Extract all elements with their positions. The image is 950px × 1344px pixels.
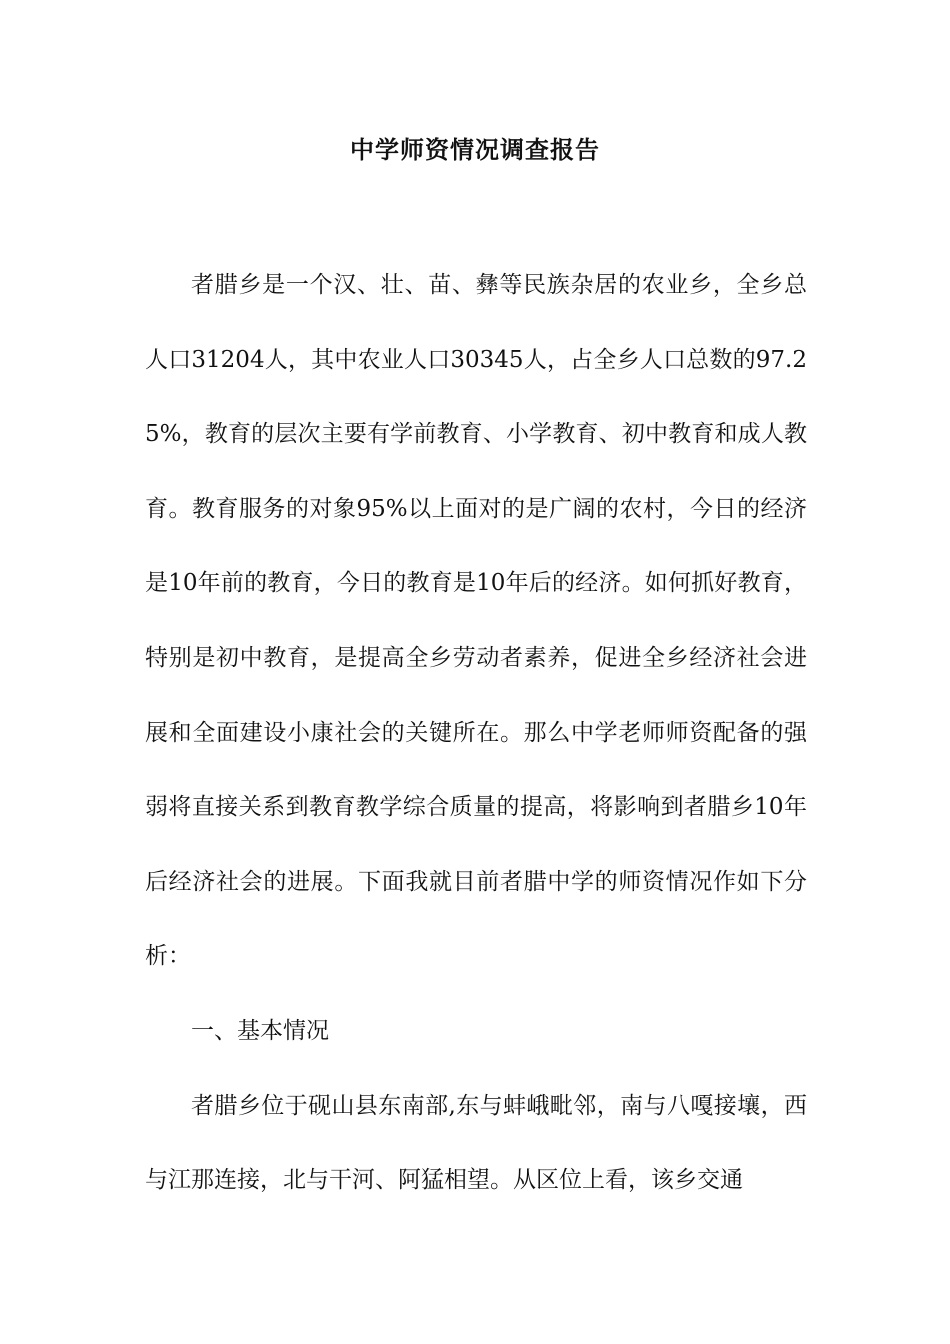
paragraph-location: 者腊乡位于砚山县东南部,东与蚌峨毗邻，南与八嘎接壤，西与江那连接，北与干河、阿猛相望。从区位上看，该乡交通 bbox=[145, 1092, 807, 1194]
document-title: 中学师资情况调查报告 bbox=[350, 135, 600, 164]
document-body bbox=[145, 248, 807, 1218]
section-heading-basic-info: 一、基本情况 bbox=[191, 1017, 329, 1044]
paragraph-intro: 者腊乡是一个汉、壮、苗、彝等民族杂居的农业乡，全乡总人口31204人，其中农业人口30345人，占全乡人口总数的97.25%，教育的层次主要有学前教育、小学教育、初中教育和成人教育。教育服务的对象95%以上面对的是广阔的农村，今日的经济是10年前的教育，今日的教育是10年后的经济。如何抓好教育，特别是初中教育，是提高全乡劳动者素养，促进全乡经济社会进展和全面建设小康社会的关键所在。那么中学老师师资配备的强弱将直接关系到教育教学综合质量的提高，将影响到者腊乡10年后经济社会的进展。下面我就目前者腊中学的师资情况作如下分析： bbox=[145, 272, 807, 970]
